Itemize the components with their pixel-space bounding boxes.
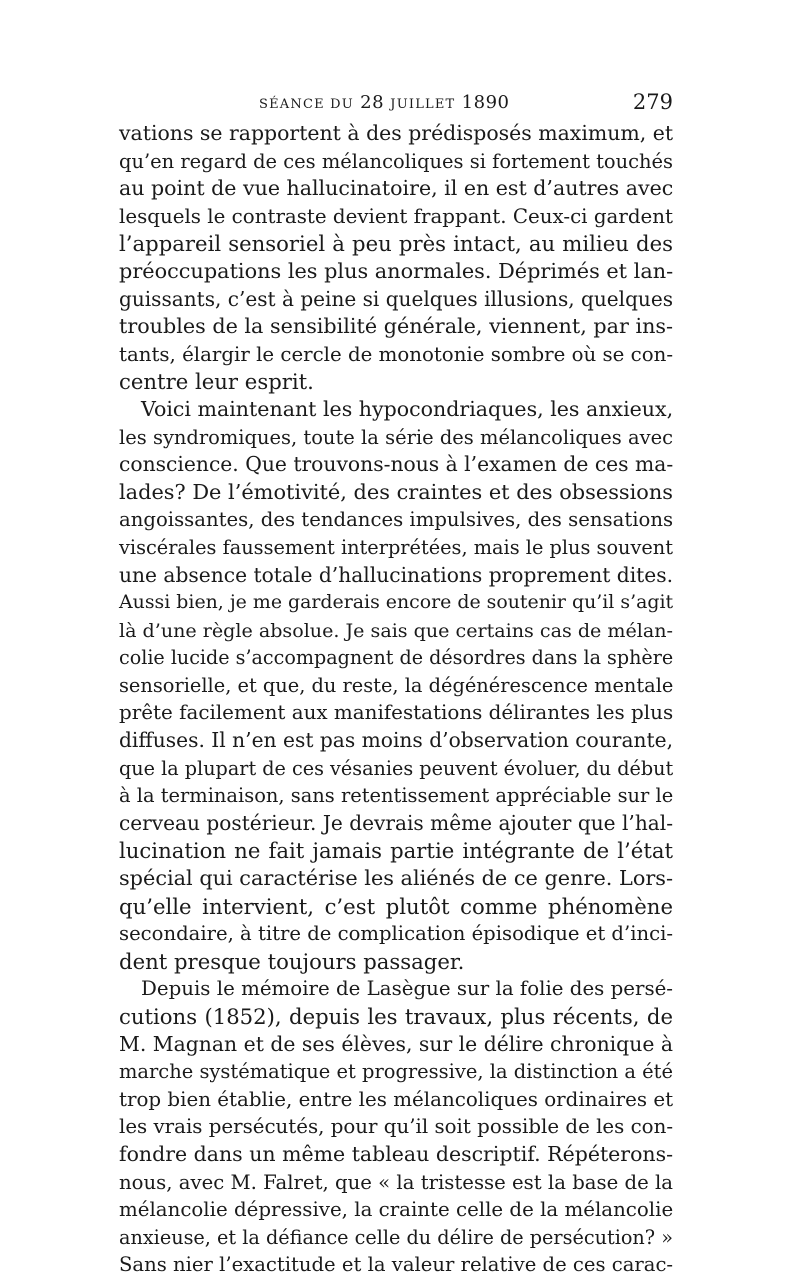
text-line: spécial qui caractérise les aliénés de ce genre. Lors- (119, 866, 674, 891)
text-line: mélancolie dépressive, la crainte celle de la mélancolie (119, 1198, 674, 1222)
text-line: cutions (1852), depuis les travaux, plus récents, de (119, 1004, 673, 1029)
text-line: là d’une règle absolue. Je sais que certains cas de mélan- (119, 618, 673, 642)
text-line: les vrais persécutés, pour qu’il soit possible de les con- (119, 1115, 674, 1139)
text-line: marche systématique et progressive, la distinction a été (119, 1060, 673, 1084)
book-page (119, 86, 673, 1279)
text-line: Aussi bien, je me garderais encore de soutenir qu’il s’agit (119, 591, 674, 614)
text-line: anxieuse, et la défiance celle du délire de persécution? » (119, 1225, 673, 1249)
text-line: viscérales faussement interprétées, mais le plus souvent (119, 535, 673, 559)
text-line: dent presque toujours passager. (119, 948, 465, 974)
text-line: Depuis le mémoire de Lasègue sur la folie des persé- (141, 977, 673, 1001)
text-line: M. Magnan et de ses élèves, sur le délire chronique à (119, 1031, 673, 1056)
text-line: lucination ne fait jamais partie intégrante de l’état (119, 838, 673, 864)
body-text (119, 120, 673, 1279)
text-line: angoissantes, des tendances impulsives, des sensations (119, 508, 674, 532)
page-header (119, 86, 673, 120)
running-head-date: 28 (360, 92, 385, 113)
text-line: lades? De l’émotivité, des craintes et des obsessions (119, 479, 673, 504)
text-line: une absence totale d’hallucinations proprement dites. (119, 562, 674, 587)
text-line: qu’en regard de ces mélancoliques si fortement touchés (119, 149, 673, 173)
text-line: conscience. Que trouvons-nous à l’examen de ces ma- (119, 452, 674, 477)
text-line: centre leur esprit. (119, 369, 314, 395)
running-head (259, 92, 509, 113)
text-line: Voici maintenant les hypocondriaques, les anxieux, (141, 396, 674, 421)
text-line: lesquels le contraste devient frappant. Ceux-ci gardent (119, 204, 673, 228)
text-line: qu’elle intervient, c’est plutôt comme phénomène (119, 893, 673, 919)
text-line: au point de vue hallucinatoire, il en est d’autres avec (119, 176, 674, 201)
text-line: colie lucide s’accompagnent de désordres dans la sphère (119, 646, 674, 670)
text-line: tants, élargir le cercle de monotonie sombre où se con- (119, 342, 674, 366)
text-line: troubles de la sensibilité générale, viennent, par ins- (119, 314, 674, 339)
text-line: sensorielle, et que, du reste, la dégénérescence mentale (119, 673, 674, 697)
text-line: secondaire, à titre de complication épisodique et d’inci- (119, 922, 674, 946)
text-line: trop bien établie, entre les mélancoliques ordinaires et (119, 1087, 674, 1111)
text-line: nous, avec M. Falret, que « la tristesse est la base de la (119, 1170, 674, 1194)
text-line: fondre dans un même tableau descriptif. Répéterons- (119, 1141, 674, 1166)
page-number: 279 (632, 90, 673, 114)
running-head-year: 1890 (461, 92, 510, 113)
text-line: à la terminaison, sans retentissement appréciable sur le (119, 784, 674, 808)
text-line: Sans nier l’exactitude et la valeur relative de ces carac- (119, 1253, 674, 1277)
text-line: guissants, c’est à peine si quelques illusions, quelques (119, 286, 674, 311)
text-line: diffuses. Il n’en est pas moins d’observation courante, (119, 728, 673, 753)
running-head-prefix: SÉANCE DU (259, 97, 354, 112)
text-line: l’appareil sensoriel à peu près intact, au milieu des (119, 231, 673, 257)
text-line: les syndromiques, toute la série des mélancoliques avec (119, 425, 673, 449)
text-line: préoccupations les plus anormales. Déprimés et lan- (119, 258, 674, 283)
text-line: cerveau postérieur. Je devrais même ajouter que l’hal- (119, 810, 673, 835)
text-line: vations se rapportent à des prédisposés maximum, et (119, 121, 674, 145)
text-line: que la plupart de ces vésanies peuvent évoluer, du début (119, 756, 674, 780)
running-head-month: JUILLET (390, 97, 456, 112)
text-line: prête facilement aux manifestations délirantes les plus (119, 701, 674, 725)
